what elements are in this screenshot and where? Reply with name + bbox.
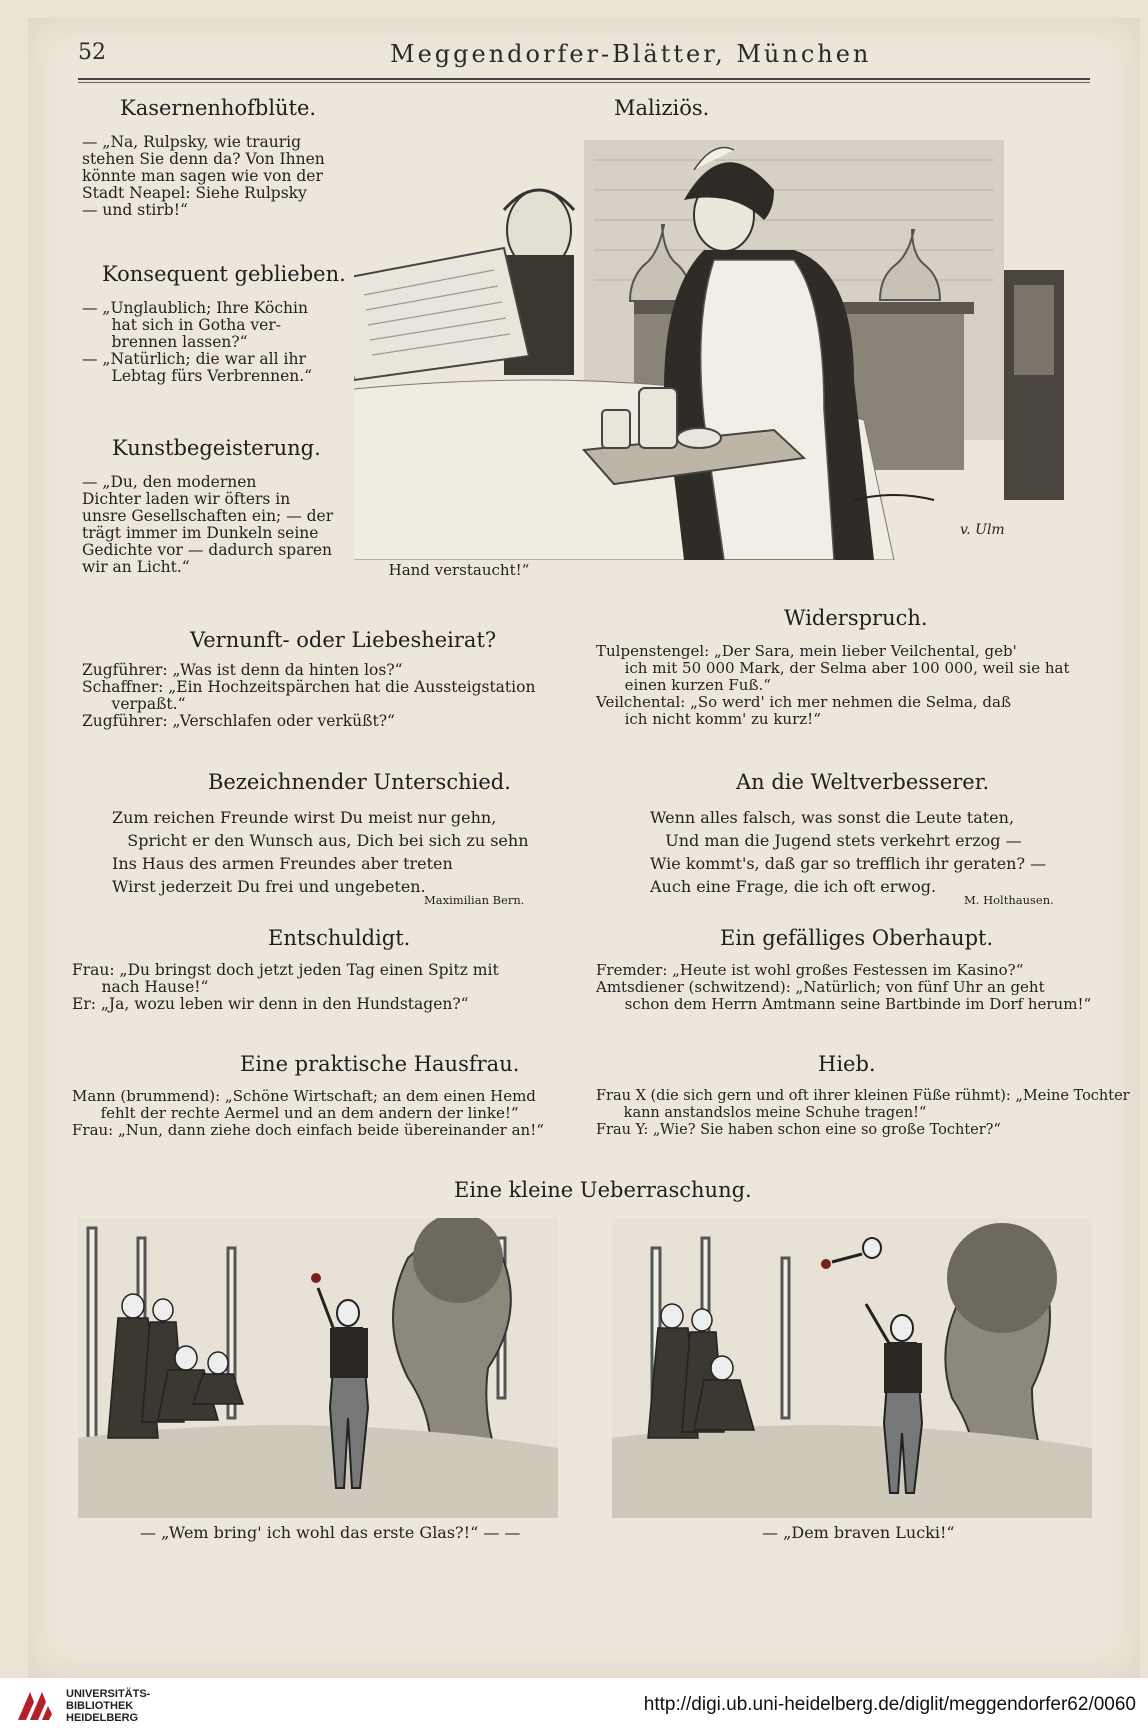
article-text-entschuldigt: Frau: „Du bringst doch jetzt jeden Tag einen Spitz mit nach Hause!“ Er: „Ja, wozu leben wir denn in den Hundstagen?“	[72, 961, 499, 1013]
article-title-hieb: Hieb.	[818, 1052, 876, 1076]
article-title-widerspruch: Widerspruch.	[784, 606, 928, 630]
author-weltverbesserer: M. Holthausen.	[964, 893, 1054, 907]
comic-panel-left	[78, 1218, 558, 1518]
source-url-link[interactable]: http://digi.ub.uni-heidelberg.de/diglit/meggendorfer62/0060	[643, 1694, 1136, 1715]
article-title-vernunft: Vernunft- oder Liebesheirat?	[190, 628, 497, 652]
maid-coffee-illustration	[354, 120, 1076, 560]
article-text-kunstbegeisterung: — „Du, den modernen Dichter laden wir öfters in unsre Gesellschaften ein; — der trägt immer im Dunkeln seine Gedichte vor — dadurch sparen wir an Licht.“	[82, 473, 334, 576]
header-rule-thin	[78, 82, 1090, 83]
article-title-oberhaupt: Ein gefälliges Oberhaupt.	[720, 926, 994, 950]
library-name: UNIVERSITÄTS- BIBLIOTHEK HEIDELBERG	[66, 1688, 151, 1724]
caption-right: — „Dem braven Lucki!“	[762, 1523, 955, 1542]
article-title-entschuldigt: Entschuldigt.	[268, 926, 411, 950]
article-title-kasernenhofbluete: Kasernenhofblüte.	[120, 96, 317, 120]
article-title-bezeichnend: Bezeichnender Unterschied.	[208, 770, 511, 794]
article-text-oberhaupt: Fremder: „Heute ist wohl großes Festessen im Kasino?“ Amtsdiener (schwitzend): „Natürlich; von fünf Uhr an geht schon dem Herrn Amtmann seine Bartbinde im Dorf herum!“	[596, 961, 1092, 1013]
article-text-hausfrau: Mann (brummend): „Schöne Wirtschaft; an dem einen Hemd fehlt der rechte Aermel und an dem andern der linke!“ Frau: „Nun, dann ziehe doch einfach beide übereinander an!“	[72, 1087, 544, 1139]
running-title: Meggendorfer-Blätter, München	[390, 40, 872, 68]
comic-panel-right	[612, 1218, 1092, 1518]
page-number: 52	[78, 40, 106, 65]
author-bezeichnend: Maximilian Bern.	[424, 893, 525, 907]
article-text-hieb: Frau X (die sich gern und oft ihrer kleinen Füße rühmt): „Meine Tochter kann anstandslos meine Schuhe tragen!“ Frau Y: „Wie? Sie haben schon eine so große Tochter?“	[596, 1088, 1130, 1138]
poem-bezeichnend: Zum reichen Freunde wirst Du meist nur gehn, Spricht er den Wunsch aus, Dich bei sich zu sehn Ins Haus des armen Freundes aber treten Wirst jederzeit Du frei und ungebeten.	[112, 808, 529, 896]
artist-signature: v. Ulm	[960, 522, 1005, 538]
article-title-hausfrau: Eine praktische Hausfrau.	[240, 1052, 520, 1076]
article-title-malizioes: Maliziös.	[614, 96, 710, 120]
header-rule	[78, 78, 1090, 80]
article-text-widerspruch: Tulpenstengel: „Der Sara, mein lieber Veilchental, geb' ich mit 50 000 Mark, der Selma aber 100 000, weil sie hat einen kurzen Fuß.“ Veilchental: „So werd' ich mer nehmen die Selma, daß ich nicht komm' zu kurz!“	[596, 642, 1070, 728]
poem-weltverbesserer: Wenn alles falsch, was sonst die Leute taten, Und man die Jugend stets verkehrt erzog — Wie kommt's, daß gar so trefflich ihr geraten? — Auch eine Frage, die ich oft erwog.	[650, 808, 1047, 896]
university-library-logo-icon	[14, 1688, 56, 1724]
article-text-malizioes: Hand verstaucht!“	[388, 561, 530, 579]
article-title-ueberraschung: Eine kleine Ueberraschung.	[454, 1178, 752, 1202]
article-title-konsequent: Konsequent geblieben.	[102, 262, 346, 286]
article-title-kunstbegeisterung: Kunstbegeisterung.	[112, 436, 321, 460]
caption-left: — „Wem bring' ich wohl das erste Glas?!“ — —	[140, 1523, 521, 1542]
article-title-weltverbesserer: An die Weltverbesserer.	[736, 770, 990, 794]
article-text-kasernenhofbluete: — „Na, Rulpsky, wie traurig stehen Sie denn da? Von Ihnen könnte man sagen wie von der Stadt Neapel: Siehe Rulpsky — und stirb!“	[82, 133, 325, 219]
picnic-comic-illustrations	[78, 1218, 1092, 1518]
article-text-vernunft: Zugführer: „Was ist denn da hinten los?“ Schaffner: „Ein Hochzeitspärchen hat die Aussteigstation verpaßt.“ Zugführer: „Verschlafen oder verküßt?“	[82, 661, 536, 730]
article-text-konsequent: — „Unglaublich; Ihre Köchin hat sich in Gotha ver- brennen lassen?“ — „Natürlich; die war all ihr Lebtag fürs Verbrennen.“	[82, 299, 313, 385]
